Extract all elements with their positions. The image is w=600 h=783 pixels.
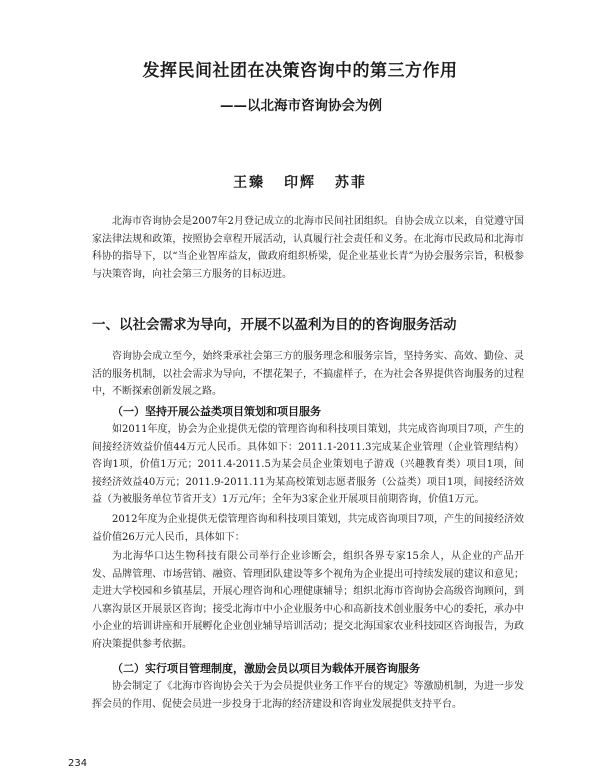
subsection-1-heading: （一）坚持开展公益类项目策划和项目服务 (112, 405, 321, 418)
paper-subtitle: ——以北海市咨询协会为例 (220, 98, 382, 114)
subsection-2-paragraph-1: 协会制定了《北海市咨询协会关于为会员提供业务工作平台的规定》等激励机制，为进一步发挥会员的作用、促使会员进一步投身于北海的经济建设和咨询业发展提供支持平台。 (92, 681, 524, 710)
section-1-heading: 一、以社会需求为导向，开展不以盈利为目的的咨询服务活动 (92, 317, 457, 333)
intro-paragraph: 北海市咨询协会是2007年2月登记成立的北海市民间社团组织。自协会成立以来，自觉遵守国家法律法规和政策，按照协会章程开展活动，认真履行社会责任和义务。在北海市民政局和北海市科协的指导下，以“当企业智库益友，做政府组织桥梁，促企业基业长青”为协会服务宗旨，积极参与决策咨询，向社会第三方服务的目标迈进。 (92, 216, 524, 280)
subsection-1-paragraph-2: 2012年度为企业提供无偿管理咨询和科技项目策划，共完成咨询项目7项，产生的间接经济效益价值26万元人民币，具体如下： (92, 514, 524, 543)
subsection-1-paragraph-3: 为北海华口达生物科技有限公司举行企业诊断会，组织各界专家15余人，从企业的产品开发、品牌管理、市场营销、融资、管理团队建设等多个视角为企业提出可持续发展的建议和意见；走进大学校园和乡镇基层，开展心理咨询和心理健康辅导；组织北海市咨询协会高级咨询顾问，到八寨沟景区开展景区咨询；接受北海市中小企业服务中心和高新技术创业服务中心的委托，承办中小企业的培训讲座和开展孵化企业创业辅导培训活动；提交北海国家农业科技园区咨询报告，为政府决策提供参考依据。 (92, 551, 524, 650)
subsection-2-heading: （二）实行项目管理制度，激励会员以项目为载体开展咨询服务 (112, 662, 420, 675)
paper-title: 发挥民间社团在决策咨询中的第三方作用 (142, 61, 458, 81)
section-1-paragraph: 咨询协会成立至今，始终秉承社会第三方的服务理念和服务宗旨，坚持务实、高效、勤俭、灵活的服务机制，以社会需求为导向，不摆花架子，不搞虚样子，在为社会各界提供咨询服务的过程中，不断探索创新发展之路。 (92, 351, 524, 398)
page-number: 234 (68, 758, 88, 769)
subsection-1-paragraph-1: 如2011年度，协会为企业提供无偿的管理咨询和科技项目策划，共完成咨询项目7项，产生的间接经济效益价值44万元人民币。具体如下：2011.1-2011.3完成某企业管理（企业管理结构）咨询1项，价值1万元；2011.4-2011.5为某会员企业策划电子游戏（兴趣教育类）项目1项，间接经济效益40万元；2011.9-2011.11为某高校策划志愿者服务（公益类）项目1项，间接经济效益（为被服务单位节省开支）1万元/年；全年为3家企业开展项目前期咨询，价值1万元。 (92, 424, 524, 506)
paper-authors: 王臻 印辉 苏菲 (233, 175, 367, 191)
